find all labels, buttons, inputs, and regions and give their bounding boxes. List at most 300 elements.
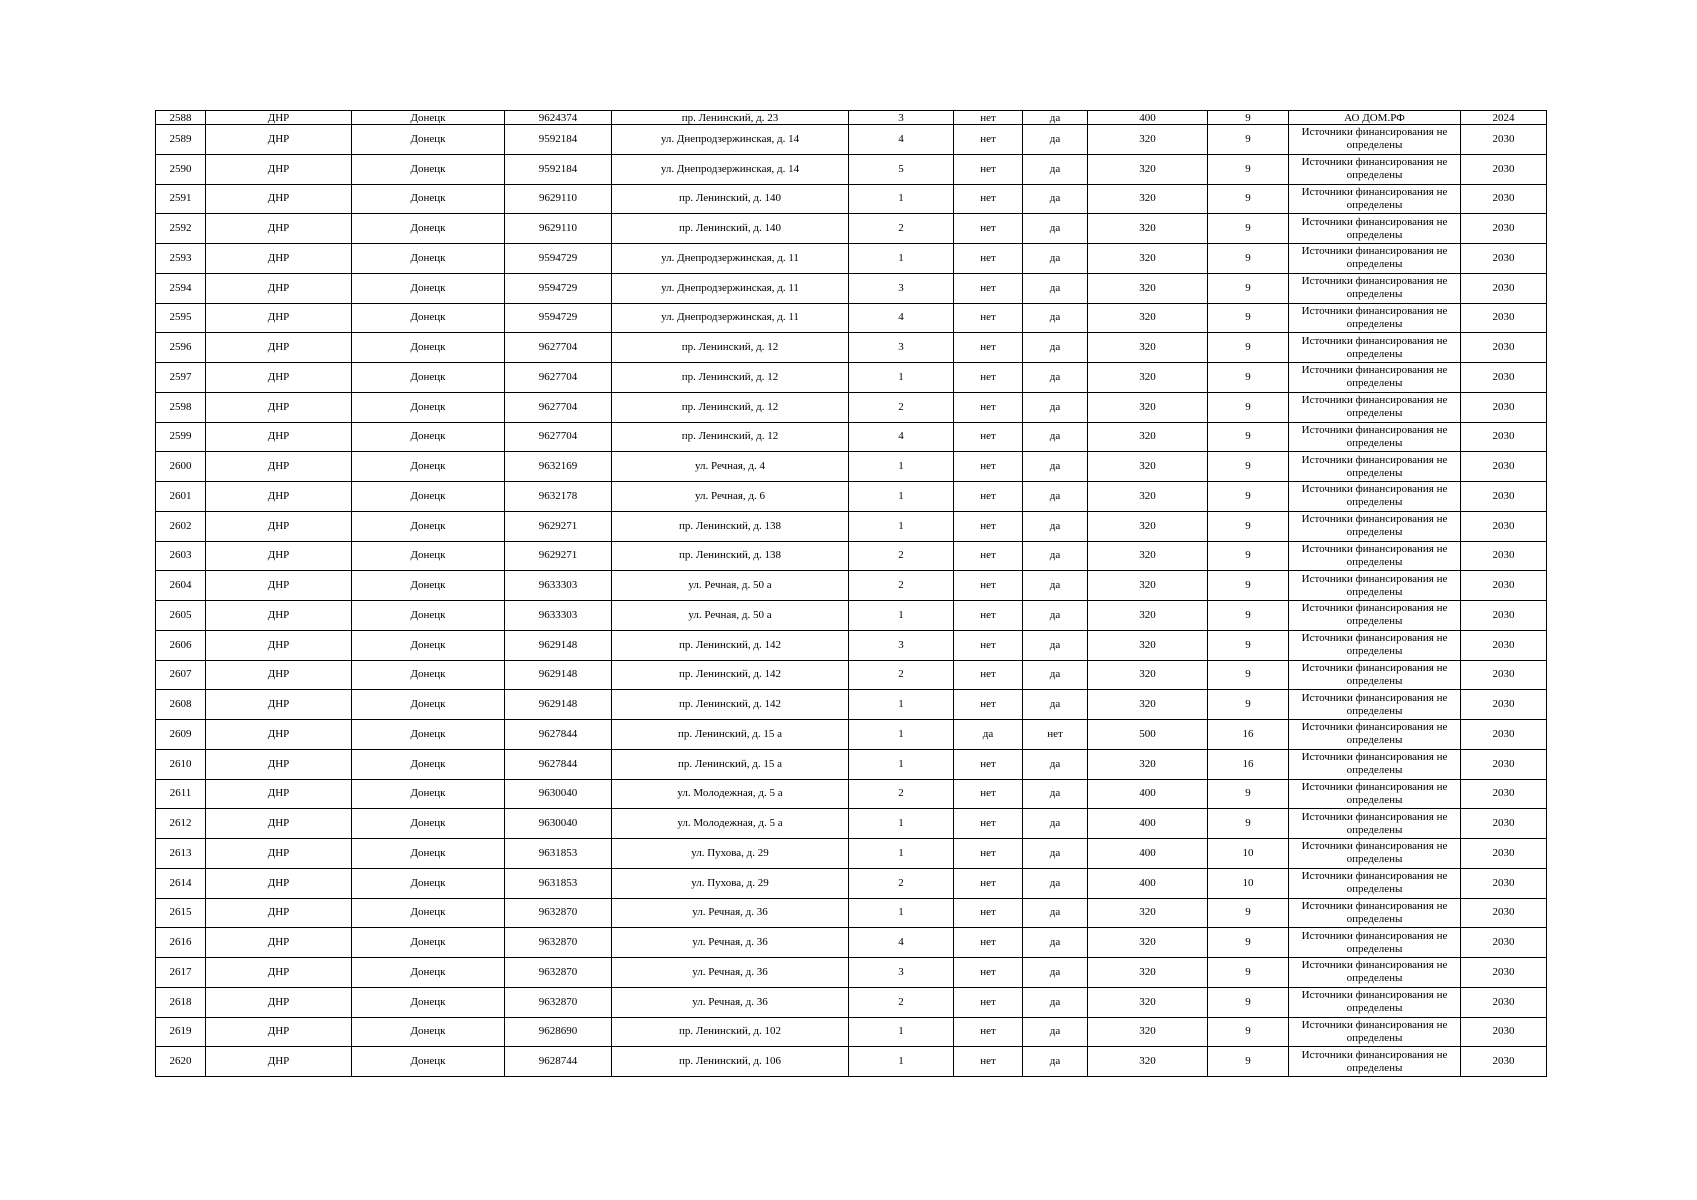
cell-funding-source: Источники финансирования не определены: [1289, 1047, 1461, 1077]
cell-flag-b: да: [1023, 1017, 1088, 1047]
cell-floors: 10: [1208, 868, 1289, 898]
cell-address: пр. Ленинский, д. 15 а: [612, 720, 849, 750]
cell-capacity: 320: [1088, 660, 1208, 690]
table-row: [156, 363, 1547, 393]
cell-building-code: 9631853: [505, 839, 612, 869]
cell-flag-a: нет: [954, 111, 1023, 125]
cell-city: Донецк: [352, 720, 505, 750]
cell-year: 2030: [1461, 125, 1547, 155]
cell-capacity: 320: [1088, 630, 1208, 660]
cell-building-code: 9630040: [505, 809, 612, 839]
cell-building-code: 9629271: [505, 541, 612, 571]
cell-funding-source: Источники финансирования не определены: [1289, 154, 1461, 184]
cell-row-number: 2616: [156, 928, 206, 958]
cell-funding-source: Источники финансирования не определены: [1289, 244, 1461, 274]
cell-address: ул. Речная, д. 36: [612, 958, 849, 988]
cell-address: пр. Ленинский, д. 106: [612, 1047, 849, 1077]
cell-region: ДНР: [206, 511, 352, 541]
table-row: [156, 392, 1547, 422]
table-row: [156, 630, 1547, 660]
cell-region: ДНР: [206, 1047, 352, 1077]
cell-row-number: 2611: [156, 779, 206, 809]
cell-capacity: 320: [1088, 571, 1208, 601]
cell-region: ДНР: [206, 1017, 352, 1047]
cell-region: ДНР: [206, 154, 352, 184]
cell-funding-source: Источники финансирования не определены: [1289, 422, 1461, 452]
cell-floors: 9: [1208, 184, 1289, 214]
cell-capacity: 320: [1088, 273, 1208, 303]
cell-building-code: 9632870: [505, 928, 612, 958]
cell-flag-a: нет: [954, 601, 1023, 631]
cell-address: пр. Ленинский, д. 12: [612, 363, 849, 393]
cell-address: ул. Днепродзержинская, д. 11: [612, 244, 849, 274]
cell-row-number: 2598: [156, 392, 206, 422]
cell-flag-b: да: [1023, 452, 1088, 482]
cell-funding-source: Источники финансирования не определены: [1289, 303, 1461, 333]
cell-address: пр. Ленинский, д. 138: [612, 541, 849, 571]
cell-address: пр. Ленинский, д. 142: [612, 660, 849, 690]
cell-flag-a: нет: [954, 571, 1023, 601]
cell-address: пр. Ленинский, д. 12: [612, 333, 849, 363]
table-row: [156, 571, 1547, 601]
table-row: [156, 511, 1547, 541]
cell-entrance: 2: [849, 987, 954, 1017]
table-row: [156, 184, 1547, 214]
cell-entrance: 1: [849, 244, 954, 274]
cell-region: ДНР: [206, 690, 352, 720]
cell-entrance: 1: [849, 690, 954, 720]
cell-floors: 9: [1208, 452, 1289, 482]
cell-flag-a: нет: [954, 511, 1023, 541]
cell-entrance: 1: [849, 601, 954, 631]
cell-flag-b: да: [1023, 898, 1088, 928]
cell-year: 2030: [1461, 749, 1547, 779]
cell-city: Донецк: [352, 482, 505, 512]
table-row: [156, 452, 1547, 482]
cell-address: пр. Ленинский, д. 142: [612, 690, 849, 720]
cell-funding-source: Источники финансирования не определены: [1289, 184, 1461, 214]
cell-flag-b: да: [1023, 749, 1088, 779]
cell-floors: 9: [1208, 541, 1289, 571]
cell-building-code: 9592184: [505, 125, 612, 155]
cell-region: ДНР: [206, 601, 352, 631]
cell-funding-source: Источники финансирования не определены: [1289, 273, 1461, 303]
cell-address: ул. Речная, д. 50 а: [612, 571, 849, 601]
cell-region: ДНР: [206, 184, 352, 214]
cell-row-number: 2589: [156, 125, 206, 155]
cell-city: Донецк: [352, 244, 505, 274]
cell-building-code: 9624374: [505, 111, 612, 125]
cell-capacity: 320: [1088, 392, 1208, 422]
cell-funding-source: Источники финансирования не определены: [1289, 630, 1461, 660]
cell-flag-b: да: [1023, 868, 1088, 898]
cell-capacity: 500: [1088, 720, 1208, 750]
cell-capacity: 320: [1088, 154, 1208, 184]
cell-region: ДНР: [206, 273, 352, 303]
cell-capacity: 320: [1088, 333, 1208, 363]
table-row: [156, 898, 1547, 928]
cell-building-code: 9628690: [505, 1017, 612, 1047]
cell-flag-b: да: [1023, 987, 1088, 1017]
cell-building-code: 9627704: [505, 363, 612, 393]
cell-address: пр. Ленинский, д. 138: [612, 511, 849, 541]
cell-capacity: 320: [1088, 214, 1208, 244]
cell-row-number: 2609: [156, 720, 206, 750]
cell-flag-a: нет: [954, 779, 1023, 809]
cell-floors: 9: [1208, 779, 1289, 809]
cell-address: пр. Ленинский, д. 15 а: [612, 749, 849, 779]
cell-flag-b: да: [1023, 214, 1088, 244]
cell-entrance: 2: [849, 868, 954, 898]
cell-region: ДНР: [206, 928, 352, 958]
cell-capacity: 320: [1088, 244, 1208, 274]
cell-address: ул. Днепродзержинская, д. 11: [612, 273, 849, 303]
cell-year: 2030: [1461, 363, 1547, 393]
cell-flag-b: да: [1023, 244, 1088, 274]
cell-funding-source: Источники финансирования не определены: [1289, 690, 1461, 720]
cell-entrance: 1: [849, 749, 954, 779]
cell-floors: 9: [1208, 958, 1289, 988]
cell-year: 2030: [1461, 1017, 1547, 1047]
cell-floors: 9: [1208, 214, 1289, 244]
cell-year: 2030: [1461, 333, 1547, 363]
cell-floors: 9: [1208, 154, 1289, 184]
cell-address: ул. Молодежная, д. 5 а: [612, 779, 849, 809]
cell-building-code: 9627704: [505, 392, 612, 422]
table-row: [156, 839, 1547, 869]
cell-city: Донецк: [352, 809, 505, 839]
table-row: [156, 482, 1547, 512]
data-table: [155, 110, 1547, 1077]
cell-row-number: 2613: [156, 839, 206, 869]
cell-city: Донецк: [352, 541, 505, 571]
cell-capacity: 320: [1088, 690, 1208, 720]
cell-floors: 16: [1208, 749, 1289, 779]
cell-building-code: 9633303: [505, 601, 612, 631]
cell-capacity: 320: [1088, 482, 1208, 512]
cell-row-number: 2588: [156, 111, 206, 125]
cell-year: 2030: [1461, 422, 1547, 452]
cell-floors: 9: [1208, 928, 1289, 958]
cell-capacity: 400: [1088, 809, 1208, 839]
cell-building-code: 9627844: [505, 749, 612, 779]
cell-capacity: 320: [1088, 1017, 1208, 1047]
table-row: [156, 125, 1547, 155]
cell-row-number: 2604: [156, 571, 206, 601]
cell-capacity: 320: [1088, 452, 1208, 482]
cell-region: ДНР: [206, 452, 352, 482]
cell-year: 2030: [1461, 601, 1547, 631]
table-row: [156, 928, 1547, 958]
cell-flag-b: да: [1023, 690, 1088, 720]
cell-entrance: 1: [849, 184, 954, 214]
cell-address: ул. Речная, д. 36: [612, 898, 849, 928]
cell-flag-b: да: [1023, 839, 1088, 869]
cell-flag-b: да: [1023, 184, 1088, 214]
cell-region: ДНР: [206, 363, 352, 393]
cell-floors: 9: [1208, 363, 1289, 393]
cell-building-code: 9627704: [505, 422, 612, 452]
cell-city: Донецк: [352, 214, 505, 244]
cell-row-number: 2615: [156, 898, 206, 928]
cell-flag-a: нет: [954, 244, 1023, 274]
cell-flag-a: нет: [954, 898, 1023, 928]
cell-flag-b: да: [1023, 809, 1088, 839]
cell-funding-source: Источники финансирования не определены: [1289, 868, 1461, 898]
cell-entrance: 1: [849, 839, 954, 869]
table-row: [156, 958, 1547, 988]
cell-row-number: 2606: [156, 630, 206, 660]
cell-region: ДНР: [206, 541, 352, 571]
cell-address: ул. Днепродзержинская, д. 14: [612, 125, 849, 155]
cell-address: ул. Речная, д. 36: [612, 928, 849, 958]
cell-entrance: 3: [849, 333, 954, 363]
cell-entrance: 1: [849, 1017, 954, 1047]
cell-funding-source: Источники финансирования не определены: [1289, 392, 1461, 422]
cell-year: 2030: [1461, 392, 1547, 422]
cell-flag-b: да: [1023, 511, 1088, 541]
cell-flag-a: нет: [954, 630, 1023, 660]
cell-region: ДНР: [206, 898, 352, 928]
cell-row-number: 2607: [156, 660, 206, 690]
cell-capacity: 320: [1088, 928, 1208, 958]
cell-flag-a: нет: [954, 303, 1023, 333]
table-row: [156, 601, 1547, 631]
cell-building-code: 9629110: [505, 184, 612, 214]
cell-flag-a: нет: [954, 363, 1023, 393]
cell-building-code: 9631853: [505, 868, 612, 898]
cell-floors: 9: [1208, 898, 1289, 928]
cell-flag-b: да: [1023, 111, 1088, 125]
cell-floors: 9: [1208, 303, 1289, 333]
cell-region: ДНР: [206, 244, 352, 274]
cell-region: ДНР: [206, 987, 352, 1017]
cell-entrance: 4: [849, 422, 954, 452]
cell-building-code: 9632870: [505, 898, 612, 928]
cell-year: 2030: [1461, 958, 1547, 988]
table-row: [156, 779, 1547, 809]
cell-row-number: 2590: [156, 154, 206, 184]
cell-floors: 9: [1208, 660, 1289, 690]
cell-entrance: 1: [849, 898, 954, 928]
cell-flag-b: да: [1023, 660, 1088, 690]
cell-capacity: 320: [1088, 184, 1208, 214]
cell-address: пр. Ленинский, д. 102: [612, 1017, 849, 1047]
cell-building-code: 9632870: [505, 958, 612, 988]
cell-flag-a: нет: [954, 809, 1023, 839]
cell-funding-source: Источники финансирования не определены: [1289, 511, 1461, 541]
cell-region: ДНР: [206, 749, 352, 779]
cell-entrance: 4: [849, 303, 954, 333]
cell-address: ул. Молодежная, д. 5 а: [612, 809, 849, 839]
cell-building-code: 9594729: [505, 244, 612, 274]
cell-entrance: 1: [849, 452, 954, 482]
cell-city: Донецк: [352, 184, 505, 214]
cell-address: пр. Ленинский, д. 12: [612, 422, 849, 452]
cell-building-code: 9629110: [505, 214, 612, 244]
cell-capacity: 320: [1088, 125, 1208, 155]
cell-entrance: 4: [849, 125, 954, 155]
cell-funding-source: Источники финансирования не определены: [1289, 601, 1461, 631]
table-row: [156, 720, 1547, 750]
cell-flag-b: да: [1023, 392, 1088, 422]
cell-year: 2030: [1461, 273, 1547, 303]
cell-floors: 9: [1208, 1017, 1289, 1047]
cell-address: пр. Ленинский, д. 140: [612, 184, 849, 214]
table-row: [156, 422, 1547, 452]
cell-address: ул. Днепродзержинская, д. 14: [612, 154, 849, 184]
cell-row-number: 2619: [156, 1017, 206, 1047]
cell-region: ДНР: [206, 660, 352, 690]
cell-flag-a: нет: [954, 452, 1023, 482]
cell-year: 2030: [1461, 303, 1547, 333]
cell-flag-a: нет: [954, 154, 1023, 184]
cell-region: ДНР: [206, 809, 352, 839]
cell-capacity: 320: [1088, 898, 1208, 928]
cell-row-number: 2608: [156, 690, 206, 720]
cell-floors: 9: [1208, 1047, 1289, 1077]
table-row: [156, 214, 1547, 244]
cell-region: ДНР: [206, 303, 352, 333]
cell-row-number: 2601: [156, 482, 206, 512]
cell-flag-a: нет: [954, 184, 1023, 214]
cell-row-number: 2605: [156, 601, 206, 631]
cell-funding-source: Источники финансирования не определены: [1289, 987, 1461, 1017]
cell-entrance: 3: [849, 273, 954, 303]
cell-city: Донецк: [352, 392, 505, 422]
cell-funding-source: Источники финансирования не определены: [1289, 660, 1461, 690]
cell-building-code: 9627704: [505, 333, 612, 363]
cell-region: ДНР: [206, 958, 352, 988]
cell-year: 2030: [1461, 720, 1547, 750]
cell-capacity: 320: [1088, 958, 1208, 988]
cell-funding-source: Источники финансирования не определены: [1289, 214, 1461, 244]
cell-entrance: 3: [849, 958, 954, 988]
cell-year: 2030: [1461, 482, 1547, 512]
cell-capacity: 400: [1088, 868, 1208, 898]
cell-region: ДНР: [206, 125, 352, 155]
cell-entrance: 1: [849, 482, 954, 512]
cell-city: Донецк: [352, 452, 505, 482]
cell-year: 2030: [1461, 987, 1547, 1017]
cell-building-code: 9594729: [505, 273, 612, 303]
cell-building-code: 9632870: [505, 987, 612, 1017]
cell-year: 2030: [1461, 511, 1547, 541]
cell-entrance: 3: [849, 630, 954, 660]
cell-funding-source: Источники финансирования не определены: [1289, 749, 1461, 779]
cell-row-number: 2618: [156, 987, 206, 1017]
cell-capacity: 320: [1088, 1047, 1208, 1077]
cell-funding-source: Источники финансирования не определены: [1289, 125, 1461, 155]
cell-region: ДНР: [206, 630, 352, 660]
cell-capacity: 320: [1088, 541, 1208, 571]
cell-capacity: 320: [1088, 749, 1208, 779]
cell-city: Донецк: [352, 690, 505, 720]
cell-address: ул. Днепродзержинская, д. 11: [612, 303, 849, 333]
cell-year: 2030: [1461, 660, 1547, 690]
cell-capacity: 320: [1088, 511, 1208, 541]
table-row: [156, 809, 1547, 839]
cell-floors: 9: [1208, 111, 1289, 125]
cell-capacity: 400: [1088, 111, 1208, 125]
cell-flag-a: нет: [954, 987, 1023, 1017]
cell-year: 2030: [1461, 244, 1547, 274]
cell-flag-a: нет: [954, 422, 1023, 452]
cell-building-code: 9629148: [505, 690, 612, 720]
cell-flag-a: нет: [954, 1047, 1023, 1077]
cell-funding-source: Источники финансирования не определены: [1289, 958, 1461, 988]
cell-floors: 9: [1208, 571, 1289, 601]
cell-flag-a: нет: [954, 868, 1023, 898]
cell-entrance: 1: [849, 720, 954, 750]
cell-city: Донецк: [352, 958, 505, 988]
cell-flag-a: нет: [954, 839, 1023, 869]
cell-entrance: 1: [849, 809, 954, 839]
cell-year: 2030: [1461, 452, 1547, 482]
cell-city: Донецк: [352, 363, 505, 393]
table-row: [156, 111, 1547, 125]
cell-flag-a: нет: [954, 958, 1023, 988]
cell-funding-source: Источники финансирования не определены: [1289, 809, 1461, 839]
table-row: [156, 660, 1547, 690]
cell-city: Донецк: [352, 154, 505, 184]
cell-city: Донецк: [352, 839, 505, 869]
cell-flag-a: нет: [954, 214, 1023, 244]
cell-address: ул. Речная, д. 50 а: [612, 601, 849, 631]
cell-address: ул. Пухова, д. 29: [612, 868, 849, 898]
cell-floors: 9: [1208, 511, 1289, 541]
cell-entrance: 1: [849, 1047, 954, 1077]
cell-flag-b: да: [1023, 333, 1088, 363]
cell-floors: 9: [1208, 333, 1289, 363]
cell-flag-a: да: [954, 720, 1023, 750]
cell-flag-a: нет: [954, 690, 1023, 720]
cell-capacity: 320: [1088, 422, 1208, 452]
cell-city: Донецк: [352, 601, 505, 631]
table-row: [156, 273, 1547, 303]
cell-building-code: 9629148: [505, 630, 612, 660]
cell-entrance: 2: [849, 571, 954, 601]
cell-city: Донецк: [352, 571, 505, 601]
cell-city: Донецк: [352, 303, 505, 333]
cell-floors: 9: [1208, 601, 1289, 631]
cell-address: пр. Ленинский, д. 12: [612, 392, 849, 422]
cell-entrance: 2: [849, 214, 954, 244]
cell-floors: 16: [1208, 720, 1289, 750]
cell-flag-b: нет: [1023, 720, 1088, 750]
cell-flag-a: нет: [954, 1017, 1023, 1047]
cell-address: ул. Речная, д. 4: [612, 452, 849, 482]
cell-region: ДНР: [206, 720, 352, 750]
cell-flag-a: нет: [954, 660, 1023, 690]
table-row: [156, 303, 1547, 333]
cell-year: 2024: [1461, 111, 1547, 125]
cell-row-number: 2596: [156, 333, 206, 363]
cell-row-number: 2610: [156, 749, 206, 779]
cell-year: 2030: [1461, 214, 1547, 244]
cell-floors: 9: [1208, 422, 1289, 452]
cell-region: ДНР: [206, 868, 352, 898]
cell-floors: 9: [1208, 392, 1289, 422]
cell-region: ДНР: [206, 392, 352, 422]
table-row: [156, 154, 1547, 184]
cell-row-number: 2591: [156, 184, 206, 214]
cell-flag-b: да: [1023, 571, 1088, 601]
cell-address: пр. Ленинский, д. 140: [612, 214, 849, 244]
cell-city: Донецк: [352, 987, 505, 1017]
cell-funding-source: Источники финансирования не определены: [1289, 333, 1461, 363]
cell-region: ДНР: [206, 214, 352, 244]
